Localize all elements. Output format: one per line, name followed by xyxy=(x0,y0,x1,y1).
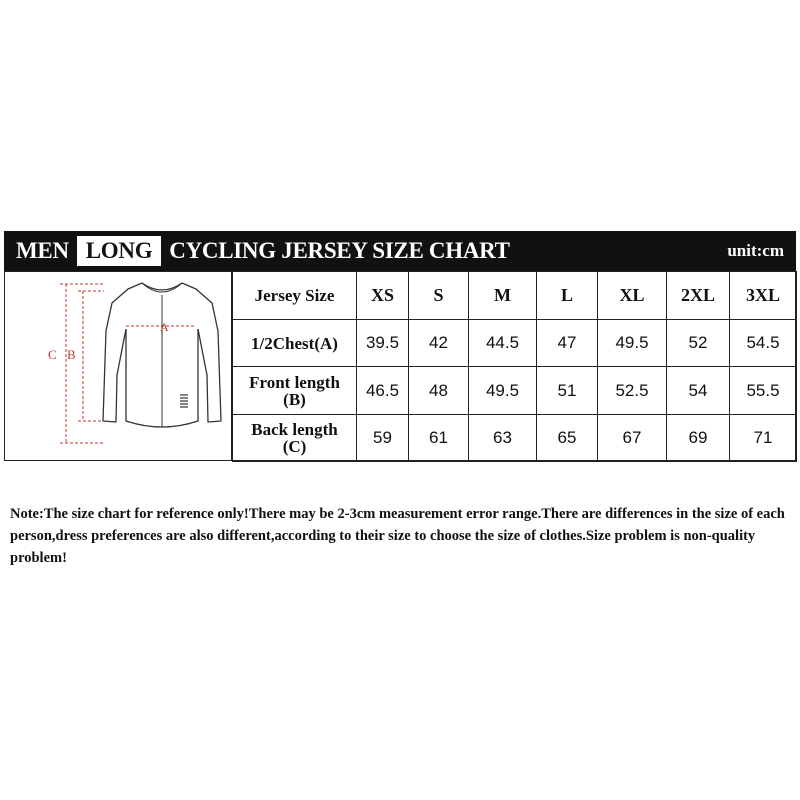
table-cell: 71 xyxy=(730,415,797,462)
table-cell: 54.5 xyxy=(730,320,797,367)
row-label-sub: (B) xyxy=(283,389,306,409)
long-sleeve-jersey-icon xyxy=(4,271,232,461)
table-cell: 55.5 xyxy=(730,367,797,415)
row-label-line: 1/2Chest(A) xyxy=(251,333,338,353)
table-cell: 54 xyxy=(667,367,730,415)
table-row xyxy=(233,415,797,462)
size-header: 3XL xyxy=(730,272,797,320)
title-prefix: MEN xyxy=(16,238,69,263)
table-cell: 63 xyxy=(469,415,537,462)
table-cell: 48 xyxy=(409,367,469,415)
table-cell: 52 xyxy=(667,320,730,367)
row-label-line: Front length xyxy=(249,372,340,392)
table-cell: 65 xyxy=(537,415,598,462)
size-header: XL xyxy=(598,272,667,320)
table-cell: 51 xyxy=(537,367,598,415)
label-b: B xyxy=(67,347,76,362)
disclaimer-note: Note:The size chart for reference only!There may be 2-3cm measurement error range.There are differences in the size of each person,dress preferences are also different,according to their size to choose the size of clothes.Size problem is non-quality problem! xyxy=(10,506,785,566)
table-cell: 67 xyxy=(598,415,667,462)
unit-label: unit:cm xyxy=(727,241,784,260)
table-row xyxy=(233,367,797,415)
title-suffix: CYCLING JERSEY SIZE CHART xyxy=(169,238,510,263)
table-cell: 52.5 xyxy=(598,367,667,415)
row-label xyxy=(233,320,357,367)
row-label-line: Back length xyxy=(251,420,338,439)
table-cell: 39.5 xyxy=(357,320,409,367)
table-cell: 69 xyxy=(667,415,730,462)
title-banner xyxy=(4,231,796,271)
jersey-size-label: Jersey Size xyxy=(233,272,357,320)
label-c: C xyxy=(48,347,57,362)
jersey-figure xyxy=(4,271,232,461)
table-cell: 59 xyxy=(357,415,409,462)
size-header: XS xyxy=(357,272,409,320)
row-label xyxy=(233,367,357,415)
title-highlight: LONG xyxy=(77,236,162,266)
table-cell: 61 xyxy=(409,415,469,462)
table-cell: 44.5 xyxy=(469,320,537,367)
size-header-row xyxy=(233,272,797,320)
size-table xyxy=(232,271,797,462)
table-cell: 46.5 xyxy=(357,367,409,415)
size-header: L xyxy=(537,272,598,320)
chart-title xyxy=(16,231,510,271)
row-label-sub: (C) xyxy=(282,437,307,456)
row-label xyxy=(233,415,357,462)
table-cell: 49.5 xyxy=(598,320,667,367)
size-header: M xyxy=(469,272,537,320)
table-cell: 49.5 xyxy=(469,367,537,415)
size-header: S xyxy=(409,272,469,320)
size-header: 2XL xyxy=(667,272,730,320)
table-cell: 47 xyxy=(537,320,598,367)
table-cell: 42 xyxy=(409,320,469,367)
table-row xyxy=(233,320,797,367)
label-a: A xyxy=(160,320,169,334)
